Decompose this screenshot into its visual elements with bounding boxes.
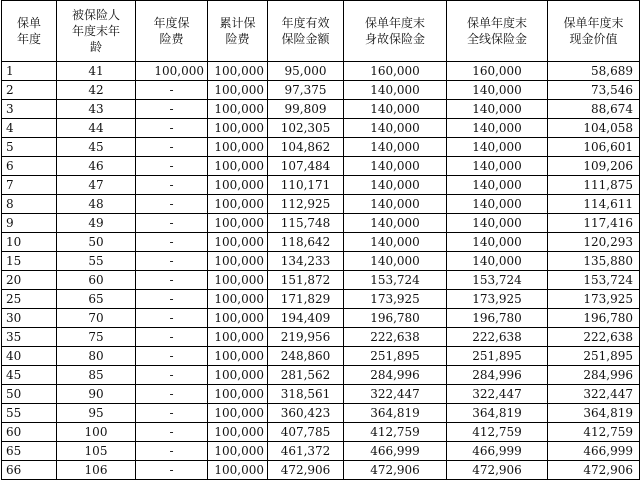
table-row [2, 404, 640, 423]
table-cell: 140,000 [447, 176, 548, 195]
table-cell: 140,000 [447, 157, 548, 176]
table-cell: 364,819 [548, 404, 640, 423]
table-row [2, 157, 640, 176]
table-cell: 85 [57, 366, 136, 385]
table-row [2, 195, 640, 214]
table-row [2, 81, 640, 100]
table-cell: 472,906 [268, 461, 344, 480]
table-cell: 281,562 [268, 366, 344, 385]
table-cell: 153,724 [344, 271, 447, 290]
table-cell: 284,996 [548, 366, 640, 385]
table-cell: 58,689 [548, 62, 640, 81]
table-cell: 20 [2, 271, 57, 290]
table-cell: 100,000 [208, 366, 268, 385]
table-row [2, 309, 640, 328]
table-cell: 30 [2, 309, 57, 328]
table-cell: 171,829 [268, 290, 344, 309]
table-row [2, 423, 640, 442]
table-cell: - [136, 195, 208, 214]
table-cell: 106 [57, 461, 136, 480]
table-cell: 153,724 [447, 271, 548, 290]
table-cell: 80 [57, 347, 136, 366]
table-cell: 251,895 [548, 347, 640, 366]
table-cell: 95,000 [268, 62, 344, 81]
table-cell: 120,293 [548, 233, 640, 252]
table-cell: 196,780 [447, 309, 548, 328]
table-cell: 111,875 [548, 176, 640, 195]
table-cell: 466,999 [548, 442, 640, 461]
table-cell: 88,674 [548, 100, 640, 119]
table-cell: 140,000 [447, 214, 548, 233]
table-cell: - [136, 442, 208, 461]
table-cell: 100 [57, 423, 136, 442]
table-cell: 134,233 [268, 252, 344, 271]
table-row [2, 347, 640, 366]
header-annual-premium: 年度保 险费 [136, 1, 208, 62]
table-cell: 466,999 [344, 442, 447, 461]
table-cell: 100,000 [208, 404, 268, 423]
table-cell: 222,638 [548, 328, 640, 347]
table-cell: 360,423 [268, 404, 344, 423]
table-cell: 100,000 [208, 271, 268, 290]
table-cell: 50 [57, 233, 136, 252]
table-cell: 140,000 [344, 81, 447, 100]
table-cell: 107,484 [268, 157, 344, 176]
table-cell: 10 [2, 233, 57, 252]
table-cell: 45 [2, 366, 57, 385]
table-cell: - [136, 252, 208, 271]
table-cell: 60 [57, 271, 136, 290]
table-cell: 25 [2, 290, 57, 309]
table-cell: 140,000 [344, 100, 447, 119]
table-cell: 100,000 [208, 385, 268, 404]
table-cell: 109,206 [548, 157, 640, 176]
table-cell: 3 [2, 100, 57, 119]
table-cell: 472,906 [344, 461, 447, 480]
table-cell: 140,000 [344, 119, 447, 138]
table-cell: 140,000 [344, 214, 447, 233]
table-cell: - [136, 347, 208, 366]
table-cell: 135,880 [548, 252, 640, 271]
table-cell: 173,925 [548, 290, 640, 309]
table-cell: 140,000 [447, 138, 548, 157]
table-cell: - [136, 290, 208, 309]
table-cell: 100,000 [208, 252, 268, 271]
table-cell: 140,000 [447, 195, 548, 214]
table-cell: 42 [57, 81, 136, 100]
table-cell: - [136, 176, 208, 195]
table-header-row [2, 1, 640, 62]
table-cell: 140,000 [344, 138, 447, 157]
table-cell: 49 [57, 214, 136, 233]
table-cell: 100,000 [208, 233, 268, 252]
table-cell: - [136, 233, 208, 252]
table-row [2, 461, 640, 480]
table-cell: 90 [57, 385, 136, 404]
table-cell: - [136, 309, 208, 328]
table-cell: 8 [2, 195, 57, 214]
header-insured-age: 被保险人 年度末年 龄 [57, 1, 136, 62]
table-cell: 140,000 [344, 233, 447, 252]
table-row [2, 252, 640, 271]
table-cell: 100,000 [208, 290, 268, 309]
table-row [2, 271, 640, 290]
table-cell: 194,409 [268, 309, 344, 328]
table-row [2, 442, 640, 461]
table-cell: 4 [2, 119, 57, 138]
table-cell: 118,642 [268, 233, 344, 252]
table-cell: 100,000 [208, 442, 268, 461]
table-cell: 110,171 [268, 176, 344, 195]
table-row [2, 119, 640, 138]
table-cell: 196,780 [548, 309, 640, 328]
table-cell: - [136, 214, 208, 233]
table-cell: 102,305 [268, 119, 344, 138]
table-cell: 472,906 [548, 461, 640, 480]
table-cell: 160,000 [447, 62, 548, 81]
table-cell: 100,000 [208, 461, 268, 480]
table-cell: - [136, 328, 208, 347]
table-cell: 140,000 [447, 81, 548, 100]
table-cell: 248,860 [268, 347, 344, 366]
table-cell: 251,895 [344, 347, 447, 366]
table-body [2, 62, 640, 480]
table-cell: - [136, 385, 208, 404]
table-cell: 140,000 [344, 157, 447, 176]
table-cell: - [136, 157, 208, 176]
policy-benefit-table [1, 0, 640, 480]
table-cell: 364,819 [447, 404, 548, 423]
table-cell: 99,809 [268, 100, 344, 119]
table-cell: 322,447 [548, 385, 640, 404]
table-cell: 47 [57, 176, 136, 195]
table-cell: 251,895 [447, 347, 548, 366]
table-row [2, 385, 640, 404]
table-cell: 100,000 [208, 138, 268, 157]
table-cell: 140,000 [447, 119, 548, 138]
table-cell: 7 [2, 176, 57, 195]
table-cell: 6 [2, 157, 57, 176]
table-cell: 461,372 [268, 442, 344, 461]
table-cell: 151,872 [268, 271, 344, 290]
table-cell: 322,447 [344, 385, 447, 404]
table-cell: 100,000 [208, 328, 268, 347]
header-effective-sum-insured: 年度有效 保险金额 [268, 1, 344, 62]
table-cell: 5 [2, 138, 57, 157]
table-cell: 407,785 [268, 423, 344, 442]
table-cell: 15 [2, 252, 57, 271]
table-cell: 222,638 [447, 328, 548, 347]
table-cell: 140,000 [447, 100, 548, 119]
table-cell: 43 [57, 100, 136, 119]
table-cell: 412,759 [548, 423, 640, 442]
table-row [2, 100, 640, 119]
table-cell: 104,862 [268, 138, 344, 157]
table-cell: 284,996 [447, 366, 548, 385]
table-cell: 100,000 [208, 347, 268, 366]
table-cell: 55 [57, 252, 136, 271]
table-cell: 100,000 [208, 309, 268, 328]
table-cell: 55 [2, 404, 57, 423]
table-cell: 65 [57, 290, 136, 309]
table-cell: - [136, 119, 208, 138]
table-row [2, 290, 640, 309]
table-cell: 50 [2, 385, 57, 404]
table-cell: 48 [57, 195, 136, 214]
table-cell: 100,000 [208, 62, 268, 81]
table-cell: 100,000 [208, 423, 268, 442]
table-cell: 44 [57, 119, 136, 138]
table-cell: 140,000 [344, 252, 447, 271]
table-cell: 60 [2, 423, 57, 442]
table-cell: 66 [2, 461, 57, 480]
table-cell: 112,925 [268, 195, 344, 214]
table-row [2, 138, 640, 157]
table-row [2, 366, 640, 385]
table-cell: 104,058 [548, 119, 640, 138]
table-cell: 9 [2, 214, 57, 233]
table-cell: 100,000 [208, 195, 268, 214]
table-row [2, 328, 640, 347]
table-cell: - [136, 271, 208, 290]
table-cell: 106,601 [548, 138, 640, 157]
header-death-benefit: 保单年度末 身故保险金 [344, 1, 447, 62]
table-cell: 114,611 [548, 195, 640, 214]
table-cell: 140,000 [344, 195, 447, 214]
table-cell: - [136, 423, 208, 442]
table-cell: 95 [57, 404, 136, 423]
table-cell: - [136, 138, 208, 157]
table-cell: 222,638 [344, 328, 447, 347]
table-cell: 97,375 [268, 81, 344, 100]
table-cell: 75 [57, 328, 136, 347]
table-cell: 284,996 [344, 366, 447, 385]
table-cell: 140,000 [344, 176, 447, 195]
table-cell: 100,000 [208, 100, 268, 119]
table-cell: 322,447 [447, 385, 548, 404]
header-policy-year: 保单 年度 [2, 1, 57, 62]
table-cell: 140,000 [447, 233, 548, 252]
table-cell: 41 [57, 62, 136, 81]
table-cell: - [136, 404, 208, 423]
table-cell: 100,000 [208, 81, 268, 100]
table-row [2, 233, 640, 252]
table-cell: 100,000 [208, 214, 268, 233]
table-cell: 472,906 [447, 461, 548, 480]
table-cell: 173,925 [344, 290, 447, 309]
table-cell: 35 [2, 328, 57, 347]
table-cell: 65 [2, 442, 57, 461]
table-cell: 100,000 [208, 119, 268, 138]
table-row [2, 176, 640, 195]
table-cell: 73,546 [548, 81, 640, 100]
table-row [2, 214, 640, 233]
header-cash-value: 保单年度末 现金价值 [548, 1, 640, 62]
header-cumulative-premium: 累计保 险费 [208, 1, 268, 62]
table-cell: 117,416 [548, 214, 640, 233]
table-cell: 364,819 [344, 404, 447, 423]
table-cell: 412,759 [344, 423, 447, 442]
table-cell: 70 [57, 309, 136, 328]
table-cell: - [136, 81, 208, 100]
table-row [2, 62, 640, 81]
table-cell: - [136, 100, 208, 119]
table-cell: 153,724 [548, 271, 640, 290]
table-cell: 46 [57, 157, 136, 176]
table-cell: 140,000 [447, 252, 548, 271]
table-cell: 2 [2, 81, 57, 100]
table-cell: 40 [2, 347, 57, 366]
table-cell: 219,956 [268, 328, 344, 347]
table-cell: 412,759 [447, 423, 548, 442]
table-cell: 100,000 [136, 62, 208, 81]
table-cell: 115,748 [268, 214, 344, 233]
table-cell: 160,000 [344, 62, 447, 81]
table-cell: 45 [57, 138, 136, 157]
table-cell: 100,000 [208, 176, 268, 195]
table-cell: 196,780 [344, 309, 447, 328]
table-cell: 100,000 [208, 157, 268, 176]
table-cell: 105 [57, 442, 136, 461]
header-total-benefit: 保单年度末 全线保险金 [447, 1, 548, 62]
table-cell: 1 [2, 62, 57, 81]
table-cell: 318,561 [268, 385, 344, 404]
table-cell: - [136, 366, 208, 385]
table-cell: 173,925 [447, 290, 548, 309]
table-cell: 466,999 [447, 442, 548, 461]
table-cell: - [136, 461, 208, 480]
